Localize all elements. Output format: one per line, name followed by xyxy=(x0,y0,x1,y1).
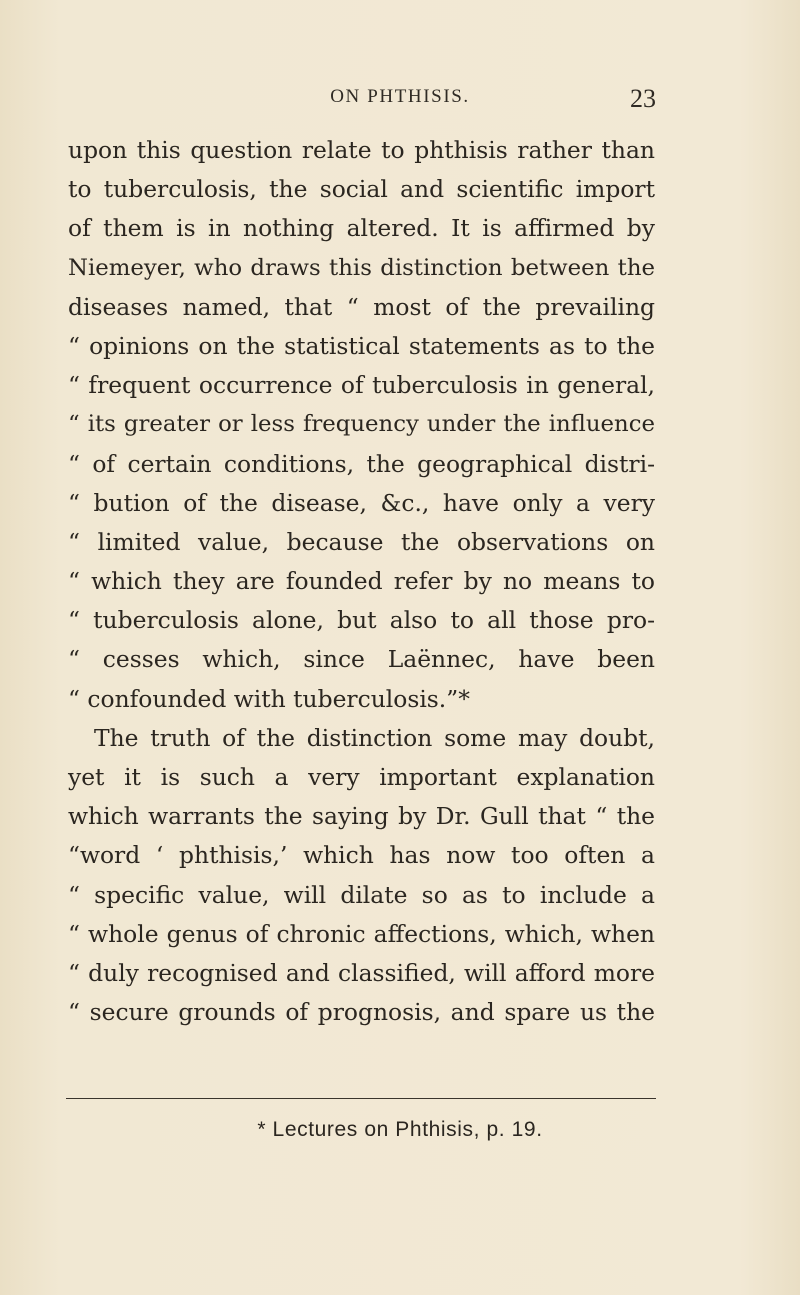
text-line: “ tuberculosis alone, but also to all those pro- xyxy=(68,606,655,635)
text-line: “ specific value, will dilate so as to include a xyxy=(68,880,655,909)
text-line: “ whole genus of chronic affections, which, when xyxy=(68,919,655,948)
text-line: “ opinions on the statistical statements as to the xyxy=(68,331,655,360)
text-line: “ frequent occurrence of tuberculosis in general, xyxy=(68,371,655,400)
text-line: “ cesses which, since Laënnec, have been xyxy=(68,645,655,674)
footnote-divider xyxy=(66,1098,656,1099)
text-line: “ limited value, because the observations on xyxy=(68,527,655,556)
text-line: to tuberculosis, the social and scientific import xyxy=(68,175,655,204)
text-line: diseases named, that “ most of the prevailing xyxy=(68,292,655,321)
text-line: The truth of the distinction some may doubt, xyxy=(94,723,655,752)
text-line: “word ‘ phthisis,’ which has now too often a xyxy=(68,841,655,870)
page-header xyxy=(0,86,800,118)
running-head: ON PHTHISIS. xyxy=(330,86,470,107)
text-line: “ bution of the disease, &c., have only a very xyxy=(68,488,655,517)
footnote: * Lectures on Phthisis, p. 19. xyxy=(257,1118,543,1141)
text-line: which warrants the saying by Dr. Gull that “ the xyxy=(68,802,655,831)
text-line: yet it is such a very important explanation xyxy=(68,763,655,791)
text-line: “ secure grounds of prognosis, and spare us the xyxy=(68,998,655,1027)
body-text xyxy=(68,131,655,1032)
text-line: “ of certain conditions, the geographical distri- xyxy=(68,449,655,478)
text-line: upon this question relate to phthisis rather than xyxy=(68,136,655,164)
text-line: “ confounded with tuberculosis.”* xyxy=(68,684,470,713)
text-line: “ its greater or less frequency under the influence xyxy=(68,411,655,438)
page-number: 23 xyxy=(630,84,656,113)
text-line: Niemeyer, who draws this distinction between the xyxy=(68,254,655,281)
text-line: “ which they are founded refer by no means to xyxy=(68,567,655,596)
text-line: of them is in nothing altered. It is affirmed by xyxy=(68,214,655,243)
text-line: “ duly recognised and classified, will afford more xyxy=(68,958,655,987)
